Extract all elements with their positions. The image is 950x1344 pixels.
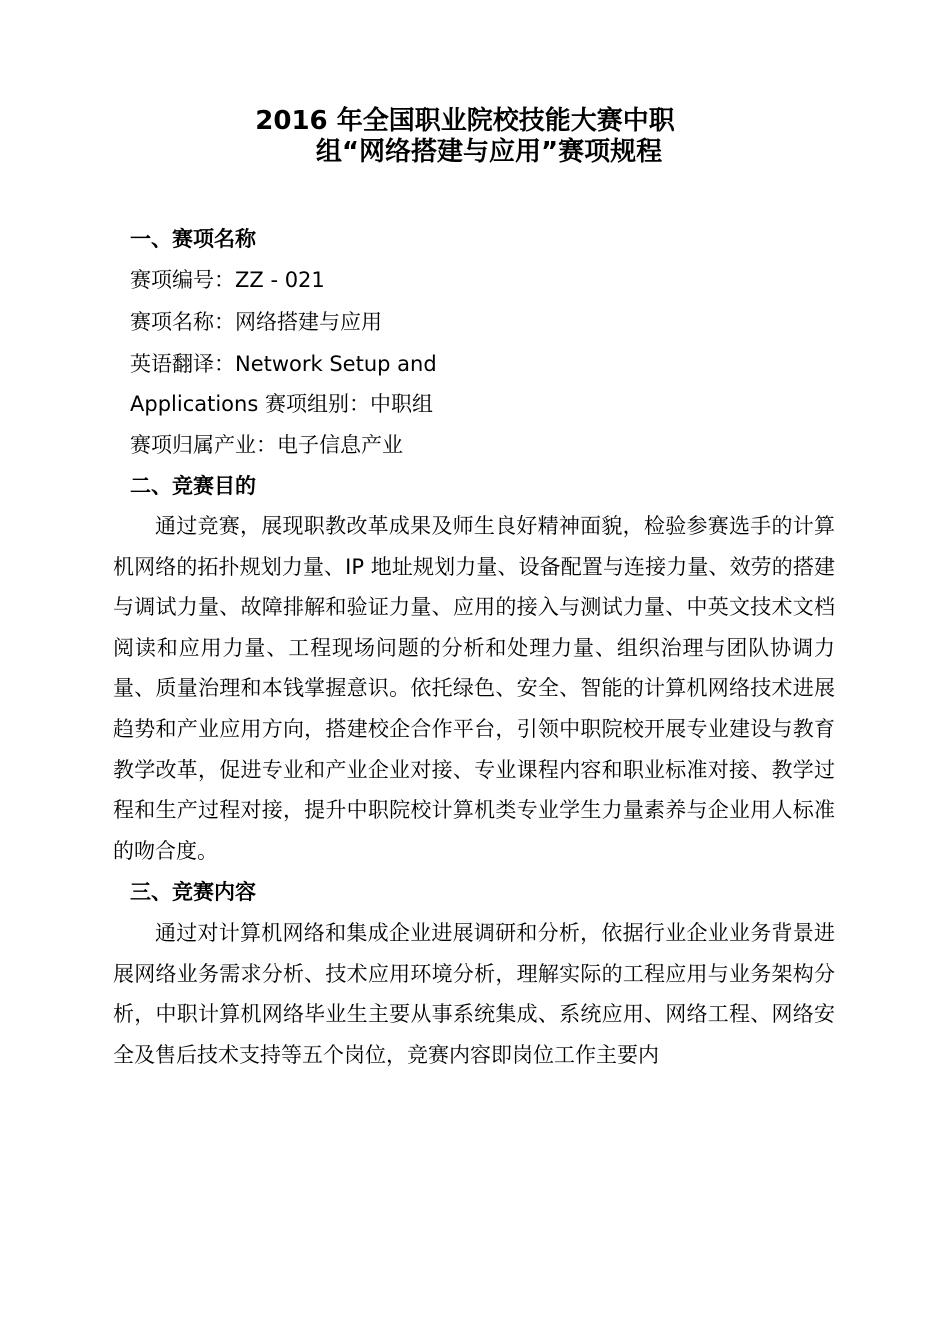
- section-2-heading: 二、竞赛目的: [130, 474, 256, 498]
- event-name-line: 赛项名称：网络搭建与应用: [130, 310, 382, 334]
- english-translation-line: 英语翻译：Network Setup and: [130, 352, 437, 376]
- document-title-line-2: 组“网络搭建与应用”赛项规程: [315, 137, 663, 167]
- section-1-heading: 一、赛项名称: [130, 227, 256, 251]
- section-2-paragraph: 通过竞赛，展现职教改革成果及师生良好精神面貌，检验参赛选手的计算机网络的拓扑规划力量、IP 地址规划力量、设备配置与连接力量、效劳的搭建与调试力量、故障排解和验证力量、应用的接入与测试力量、中英文技术文档阅读和应用力量、工程现场问题的分析和处理力量、组织治理与团队协调力量、质量治理和本钱掌握意识。依托绿色、安全、智能的计算机网络技术进展趋势和产业应用方向，搭建校企合作平台，引领中职院校开展专业建设与教育教学改革，促进专业和产业企业对接、专业课程内容和职业标准对接、教学过程和生产过程对接，提升中职院校计算机类专业学生力量素养与企业用人标准的吻合度。: [113, 514, 835, 863]
- section-3-paragraph: 通过对计算机网络和集成企业进展调研和分析，依据行业企业业务背景进展网络业务需求分析、技术应用环境分析，理解实际的工程应用与业务架构分析，中职计算机网络毕业生主要从事系统集成、系统应用、网络工程、网络安全及售后技术支持等五个岗位，竞赛内容即岗位工作主要内: [113, 921, 835, 1067]
- event-number-line: 赛项编号：ZZ - 021: [130, 268, 325, 292]
- document-title-line-1: 2016 年全国职业院校技能大赛中职: [255, 106, 675, 136]
- event-group-line: Applications 赛项组别：中职组: [130, 392, 433, 416]
- section-3-heading: 三、竞赛内容: [130, 880, 256, 904]
- industry-line: 赛项归属产业：电子信息产业: [130, 433, 403, 457]
